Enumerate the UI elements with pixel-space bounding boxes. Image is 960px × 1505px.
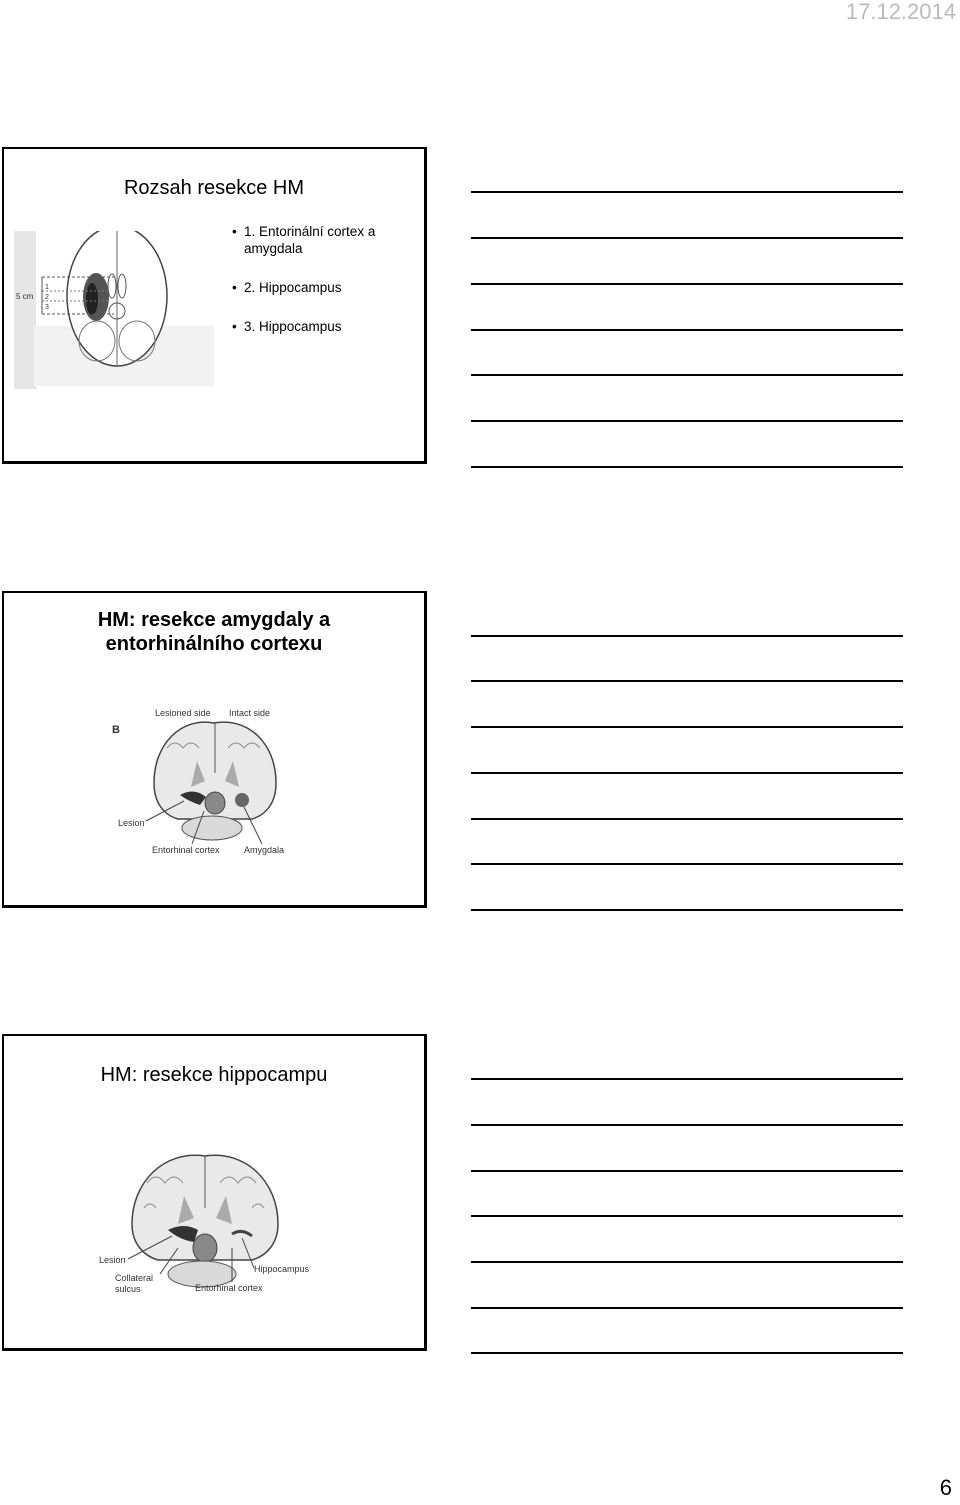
lesioned-side-label: Lesioned side xyxy=(155,708,211,718)
note-line xyxy=(471,909,903,911)
resected-area xyxy=(86,283,98,315)
note-line xyxy=(471,863,903,865)
note-line xyxy=(471,772,903,774)
bullet-item: • 2. Hippocampus xyxy=(232,279,417,296)
note-line xyxy=(471,237,903,239)
slide-2-title-line-1: HM: resekce amygdaly a xyxy=(97,609,331,631)
note-line xyxy=(471,726,903,728)
panel-label: B xyxy=(112,724,120,736)
brainstem xyxy=(205,792,225,814)
note-line xyxy=(471,818,903,820)
note-line xyxy=(471,1170,903,1172)
lesion-label: Lesion xyxy=(99,1255,126,1265)
slide-3 xyxy=(2,1034,427,1351)
note-line xyxy=(471,466,903,468)
sulcus-label: sulcus xyxy=(115,1284,141,1294)
amygdala-label: Amygdala xyxy=(244,845,285,855)
slide-1-bullet-list xyxy=(232,223,417,357)
slide-1 xyxy=(2,147,427,464)
brain-axial-figure xyxy=(14,231,224,389)
note-line xyxy=(471,1261,903,1263)
note-line xyxy=(471,283,903,285)
slide-2-title-line-2: entorhinálního cortexu xyxy=(105,633,323,655)
bullet-item: • 3. Hippocampus xyxy=(232,318,417,335)
brainstem xyxy=(193,1234,217,1262)
note-line xyxy=(471,1307,903,1309)
entorhinal-cortex-label: Entorhinal cortex xyxy=(195,1283,263,1293)
slide-2-title xyxy=(4,608,424,656)
cerebellum xyxy=(182,816,242,840)
note-line xyxy=(471,420,903,422)
note-line xyxy=(471,191,903,193)
note-line xyxy=(471,329,903,331)
note-line xyxy=(471,1215,903,1217)
level-label-3: 3 xyxy=(45,304,49,311)
hippocampus-label: Hippocampus xyxy=(254,1264,310,1274)
lesion-label: Lesion xyxy=(118,818,145,828)
level-label-2: 2 xyxy=(45,294,49,301)
note-line xyxy=(471,374,903,376)
figure-shading xyxy=(14,231,36,389)
note-line xyxy=(471,1078,903,1080)
bullet-item: • 1. Entorinální cortex a amygdala xyxy=(232,223,417,257)
collateral-label: Collateral xyxy=(115,1273,154,1283)
intact-side-label: Intact side xyxy=(229,708,271,718)
slide-2 xyxy=(2,591,427,908)
level-label-1: 1 xyxy=(45,284,49,291)
slide-1-title: Rozsah resekce HM xyxy=(123,177,305,199)
note-line xyxy=(471,1352,903,1354)
note-line xyxy=(471,635,903,637)
print-date: 17.12.2014 xyxy=(845,0,956,24)
note-line xyxy=(471,1124,903,1126)
amygdala-structure xyxy=(235,793,249,807)
page-number: 6 xyxy=(939,1475,952,1500)
entorhinal-cortex-label: Entorhinal cortex xyxy=(152,845,220,855)
slide-3-title: HM: resekce hippocampu xyxy=(100,1064,328,1086)
note-line xyxy=(471,680,903,682)
scale-label: 5 cm xyxy=(16,292,34,301)
coronal-brain-figure-amygdala xyxy=(112,703,327,863)
coronal-brain-figure-hippocampus xyxy=(92,1148,332,1308)
